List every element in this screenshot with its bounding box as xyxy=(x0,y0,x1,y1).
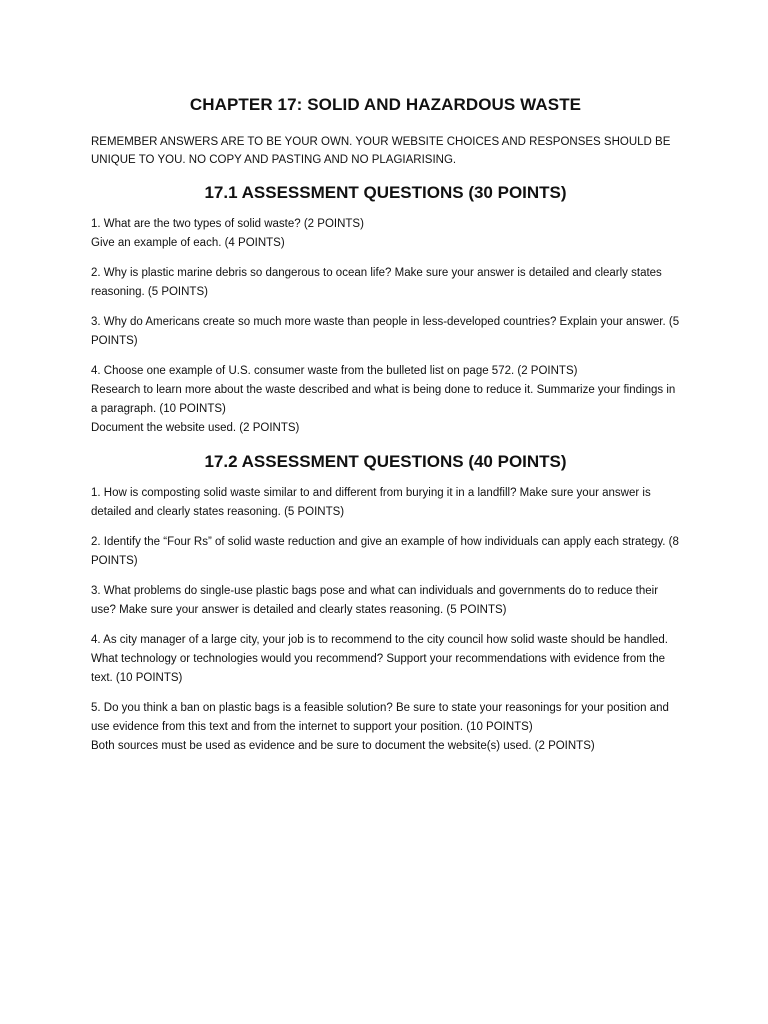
question-line: 3. Why do Americans create so much more waste than people in less-developed countries? Explain your answer. (5 POINTS) xyxy=(91,316,680,347)
question-line: 2. Why is plastic marine debris so dangerous to ocean life? Make sure your answer is detailed and clearly states reasoning. (5 POINTS) xyxy=(91,267,662,298)
assessment-section xyxy=(91,183,680,438)
question-line: 1. What are the two types of solid waste? (2 POINTS) xyxy=(91,218,364,230)
assessment-section xyxy=(91,452,680,756)
section-heading: 17.2 ASSESSMENT QUESTIONS (40 POINTS) xyxy=(204,452,567,471)
section-heading: 17.1 ASSESSMENT QUESTIONS (30 POINTS) xyxy=(204,183,567,202)
question-item xyxy=(91,362,680,438)
question-line: 4. Choose one example of U.S. consumer waste from the bulleted list on page 572. (2 POINTS) xyxy=(91,365,578,377)
question-line: 5. Do you think a ban on plastic bags is a feasible solution? Be sure to state your reasonings for your position and use evidence from this text and from the internet to support your position. (10 POINTS) xyxy=(91,702,669,733)
question-line: 1. How is composting solid waste similar to and different from burying it in a landfill? Make sure your answer is detailed and clearly states reasoning. (5 POINTS) xyxy=(91,487,651,518)
question-line: Both sources must be used as evidence and be sure to document the website(s) used. (2 POINTS) xyxy=(91,740,595,752)
intro-notice: REMEMBER ANSWERS ARE TO BE YOUR OWN. YOUR WEBSITE CHOICES AND RESPONSES SHOULD BE UNIQUE TO YOU. NO COPY AND PASTING AND NO PLAGIARISING. xyxy=(91,136,671,166)
question-item xyxy=(91,582,680,620)
question-item xyxy=(91,631,680,688)
question-line: Give an example of each. (4 POINTS) xyxy=(91,237,285,249)
question-line: Document the website used. (2 POINTS) xyxy=(91,422,300,434)
question-line: Research to learn more about the waste described and what is being done to reduce it. Summarize your findings in a paragraph. (10 POINTS) xyxy=(91,384,676,415)
page-title: CHAPTER 17: SOLID AND HAZARDOUS WASTE xyxy=(189,95,582,114)
question-item xyxy=(91,215,680,253)
question-item xyxy=(91,533,680,571)
sections-container xyxy=(91,183,680,756)
question-line: 3. What problems do single-use plastic bags pose and what can individuals and governments do to reduce their use? Make sure your answer is detailed and clearly states reasoning. (5 POINTS) xyxy=(91,585,659,616)
question-item xyxy=(91,264,680,302)
question-item xyxy=(91,313,680,351)
question-line: 4. As city manager of a large city, your job is to recommend to the city council how solid waste should be handled. What technology or technologies would you recommend? Support your recommendations with evidence from the text. (10 POINTS) xyxy=(91,634,669,684)
question-item xyxy=(91,484,680,522)
question-item xyxy=(91,699,680,756)
question-line: 2. Identify the “Four Rs” of solid waste reduction and give an example of how individuals can apply each strategy. (8 POINTS) xyxy=(91,536,679,567)
